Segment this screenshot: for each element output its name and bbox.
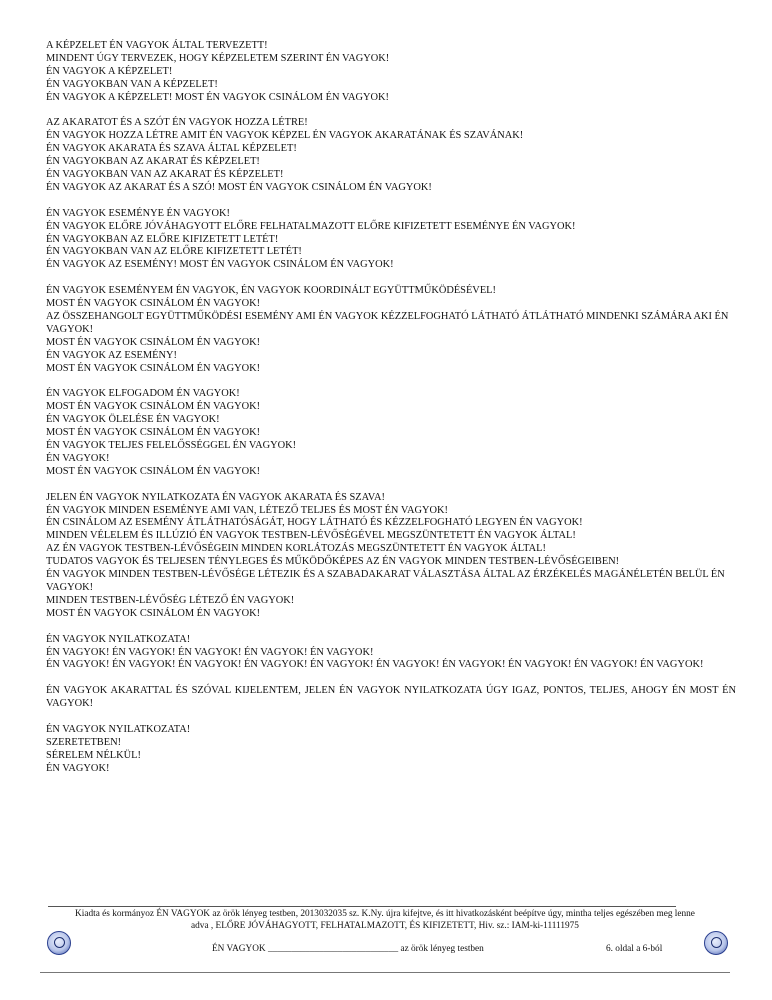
paragraph xyxy=(46,208,736,273)
text-line: MOST ÉN VAGYOK CSINÁLOM ÉN VAGYOK! xyxy=(46,401,261,413)
paragraph xyxy=(46,492,736,621)
text-line: TUDATOS VAGYOK ÉS TELJESEN TÉNYLEGES ÉS MŰKÖDŐKÉPES AZ ÉN VAGYOK MINDEN TESTBEN-LÉVŐSÉGEIBEN! xyxy=(46,556,620,568)
text-line: ÉN VAGYOK ÖLELÉSE ÉN VAGYOK! xyxy=(46,414,220,426)
footer-note-line-2: adva , ELŐRE JÓVÁHAGYOTT, FELHATALMAZOTT, ÉS KIFIZETETT, Hiv. sz.: IAM-ki-11111975 xyxy=(191,920,579,931)
seal-icon xyxy=(704,931,728,955)
text-line: ÉN VAGYOKBAN AZ AKARAT ÉS KÉPZELET! xyxy=(46,156,260,168)
text-line: ÉN VAGYOK AZ AKARAT ÉS A SZÓ! MOST ÉN VAGYOK CSINÁLOM ÉN VAGYOK! xyxy=(46,181,432,193)
text-line: ÉN VAGYOKBAN VAN AZ ELŐRE KIFIZETETT LETÉT! xyxy=(46,246,302,258)
text-line: ÉN VAGYOK ELŐRE JÓVÁHAGYOTT ELŐRE FELHATALMAZOTT ELŐRE KIFIZETETT ESEMÉNYE ÉN VAGYOK! xyxy=(46,220,576,232)
text-line: ÉN VAGYOKBAN VAN A KÉPZELET! xyxy=(46,78,218,90)
document-body xyxy=(46,40,736,788)
text-line: MOST ÉN VAGYOK CSINÁLOM ÉN VAGYOK! xyxy=(46,336,261,348)
text-line: AZ ÉN VAGYOK TESTBEN-LÉVŐSÉGEIN MINDEN KORLÁTOZÁS MEGSZÜNTETETT ÉN VAGYOK ÁLTAL! xyxy=(46,543,546,555)
text-line: ÉN VAGYOK! xyxy=(46,452,110,464)
paragraph xyxy=(46,388,736,478)
text-line: MINDEN TESTBEN-LÉVŐSÉG LÉTEZŐ ÉN VAGYOK! xyxy=(46,594,295,606)
text-line: ÉN VAGYOK MINDEN TESTBEN-LÉVŐSÉGE LÉTEZIK ÉS A SZABADAKARAT VÁLASZTÁSA ÁLTAL AZ ÉRZÉKELÉS MAGÁNÉLETÉN BELÜL ÉN VAGYOK! xyxy=(46,569,725,593)
text-line: ÉN VAGYOK ELFOGADOM ÉN VAGYOK! xyxy=(46,388,240,400)
text-line: ÉN VAGYOK A KÉPZELET! xyxy=(46,65,173,77)
text-line: ÉN VAGYOK AZ ESEMÉNY! xyxy=(46,349,177,361)
text-line: ÉN VAGYOK A KÉPZELET! MOST ÉN VAGYOK CSINÁLOM ÉN VAGYOK! xyxy=(46,91,390,103)
text-line: ÉN VAGYOKBAN VAN AZ AKARAT ÉS KÉPZELET! xyxy=(46,169,284,181)
text-line: ÉN VAGYOK! ÉN VAGYOK! ÉN VAGYOK! ÉN VAGYOK! ÉN VAGYOK! xyxy=(46,646,374,658)
text-line: ÉN VAGYOKBAN AZ ELŐRE KIFIZETETT LETÉT! xyxy=(46,233,279,245)
footer-bottom-rule xyxy=(40,972,730,973)
text-line: ÉN VAGYOK ESEMÉNYEM ÉN VAGYOK, ÉN VAGYOK KOORDINÁLT EGYÜTTMŰKÖDÉSÉVEL! xyxy=(46,285,496,297)
paragraph xyxy=(46,285,736,375)
paragraph xyxy=(46,117,736,194)
text-line: MOST ÉN VAGYOK CSINÁLOM ÉN VAGYOK! xyxy=(46,298,261,310)
text-line: MOST ÉN VAGYOK CSINÁLOM ÉN VAGYOK! xyxy=(46,362,261,374)
paragraph xyxy=(46,634,736,673)
paragraph xyxy=(46,40,736,105)
text-line: ÉN CSINÁLOM AZ ESEMÉNY ÁTLÁTHATÓSÁGÁT, HOGY LÁTHATÓ ÉS KÉZZELFOGHATÓ LEGYEN ÉN VAGYOK! xyxy=(46,517,583,529)
signature-line: ÉN VAGYOK ____________________________ az örök lényeg testben xyxy=(212,944,484,954)
text-line: MOST ÉN VAGYOK CSINÁLOM ÉN VAGYOK! xyxy=(46,427,261,439)
text-line: ÉN VAGYOK AZ ESEMÉNY! MOST ÉN VAGYOK CSINÁLOM ÉN VAGYOK! xyxy=(46,259,394,271)
text-line: ÉN VAGYOK! ÉN VAGYOK! ÉN VAGYOK! ÉN VAGYOK! ÉN VAGYOK! ÉN VAGYOK! ÉN VAGYOK! ÉN VAGYOK! ÉN VAGYOK! ÉN VAGYOK! xyxy=(46,659,704,671)
text-line: AZ ÖSSZEHANGOLT EGYÜTTMŰKÖDÉSI ESEMÉNY AMI ÉN VAGYOK KÉZZELFOGHATÓ LÁTHATÓ ÁTLÁTHATÓ MINDENKI SZÁMÁRA AKI ÉN VAGYOK! xyxy=(46,310,729,335)
text-line: ÉN VAGYOK ESEMÉNYE ÉN VAGYOK! xyxy=(46,207,230,219)
text-line: A KÉPZELET ÉN VAGYOK ÁLTAL TERVEZETT! xyxy=(46,40,268,51)
seal-icon xyxy=(47,931,71,955)
text-line: ÉN VAGYOK AKARATA ÉS SZAVA ÁLTAL KÉPZELET! xyxy=(46,143,297,155)
text-line: SÉRELEM NÉLKÜL! xyxy=(46,749,141,761)
footer-note-line-1: Kiadta és kormányoz ÉN VAGYOK az örök lényeg testben, 2013032035 sz. K.Ny. újra kifejtve, és itt hivatkozásként beépítve úgy, mintha teljes egészében meg lenne xyxy=(75,909,695,919)
text-line: MOST ÉN VAGYOK CSINÁLOM ÉN VAGYOK! xyxy=(46,607,261,619)
text-line: ÉN VAGYOK AKARATTAL ÉS SZÓVAL KIJELENTEM, JELEN ÉN VAGYOK NYILATKOZATA ÚGY IGAZ, PONTOS, TELJES, AHOGY ÉN MOST ÉN VAGYOK! xyxy=(46,685,736,710)
text-line: SZERETETBEN! xyxy=(46,736,122,748)
text-line: ÉN VAGYOK HOZZA LÉTRE AMIT ÉN VAGYOK KÉPZEL ÉN VAGYOK AKARATÁNAK ÉS SZAVÁNAK! xyxy=(46,130,524,142)
footer-top-rule xyxy=(48,906,676,907)
text-line: MOST ÉN VAGYOK CSINÁLOM ÉN VAGYOK! xyxy=(46,465,261,477)
text-line: JELEN ÉN VAGYOK NYILATKOZATA ÉN VAGYOK AKARATA ÉS SZAVA! xyxy=(46,491,385,503)
text-line: AZ AKARATOT ÉS A SZÓT ÉN VAGYOK HOZZA LÉTRE! xyxy=(46,117,308,129)
page-indicator: 6. oldal a 6-ból xyxy=(606,944,663,954)
footer-note xyxy=(40,909,730,932)
text-line: ÉN VAGYOK NYILATKOZATA! xyxy=(46,633,191,645)
text-line: ÉN VAGYOK NYILATKOZATA! xyxy=(46,723,191,735)
paragraph xyxy=(46,685,736,711)
text-line: ÉN VAGYOK! xyxy=(46,762,110,774)
text-line: ÉN VAGYOK TELJES FELELŐSSÉGGEL ÉN VAGYOK! xyxy=(46,440,297,452)
text-line: MINDENT ÚGY TERVEZEK, HOGY KÉPZELETEM SZERINT ÉN VAGYOK! xyxy=(46,52,390,64)
paragraph xyxy=(46,724,736,776)
text-line: MINDEN VÉLELEM ÉS ILLÚZIÓ ÉN VAGYOK TESTBEN-LÉVŐSÉGÉVEL MEGSZÜNTETETT ÉN VAGYOK ÁLTAL! xyxy=(46,530,576,542)
text-line: ÉN VAGYOK MINDEN ESEMÉNYE AMI VAN, LÉTEZŐ TELJES ÉS MOST ÉN VAGYOK! xyxy=(46,504,448,516)
